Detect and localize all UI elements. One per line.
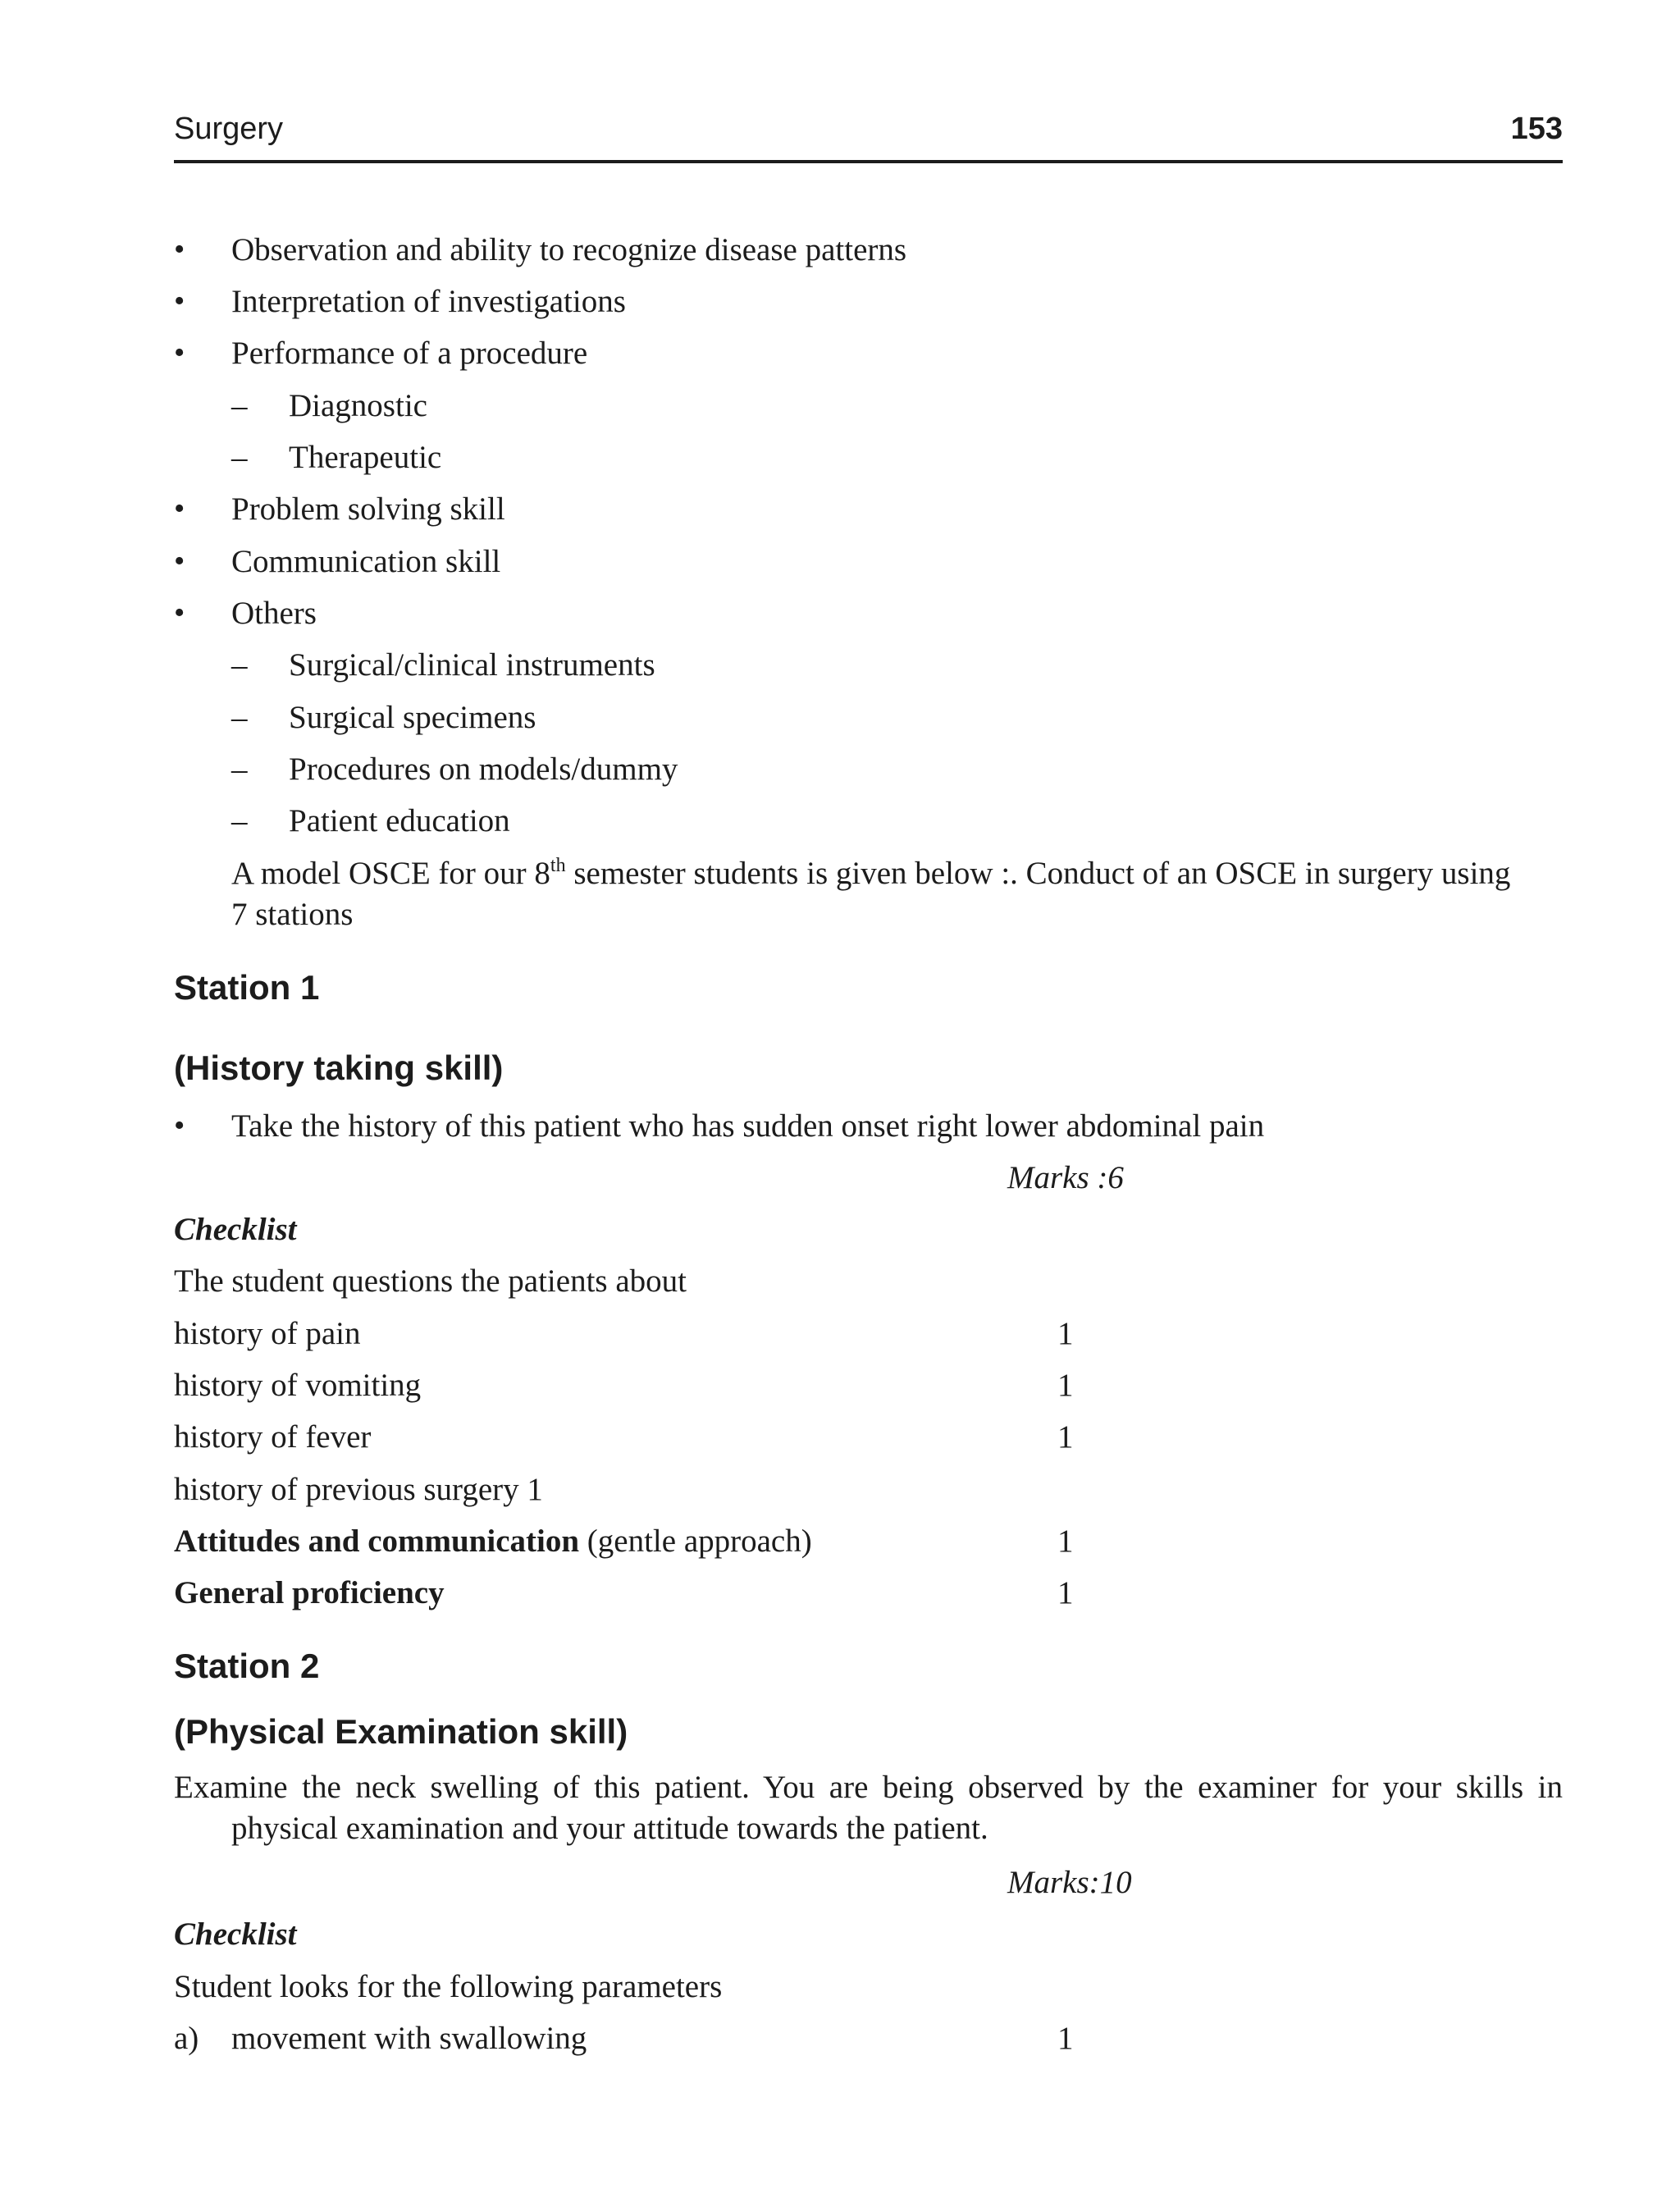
- checklist-score: 1: [1057, 1368, 1074, 1403]
- checklist-item: history of previous surgery 1: [174, 1472, 543, 1507]
- station2-subtitle: (Physical Examination skill): [174, 1712, 628, 1751]
- intro-paragraph-line2: 7 stations: [231, 897, 354, 932]
- bullet-marker: •: [174, 596, 185, 630]
- bullet-marker: •: [174, 232, 185, 267]
- checklist-score: 1: [1057, 1575, 1074, 1610]
- bullet-marker: •: [174, 284, 185, 318]
- station2-title: Station 2: [174, 1647, 320, 1685]
- bullet-marker: •: [174, 544, 185, 578]
- checklist-item: history of fever: [174, 1419, 372, 1455]
- page-number: 153: [1510, 112, 1563, 146]
- checklist-item: General proficiency: [174, 1575, 445, 1610]
- checklist-item: history of vomiting: [174, 1368, 422, 1403]
- bullet-marker: •: [174, 491, 185, 526]
- dash-marker: –: [231, 440, 248, 475]
- dash-marker: –: [231, 700, 248, 735]
- dash-marker: –: [231, 752, 248, 787]
- checklist-item: Attitudes and communication (gentle approach): [174, 1524, 812, 1559]
- dash-marker: –: [231, 647, 248, 683]
- checklist-item: history of pain: [174, 1316, 361, 1351]
- station2-task-line2: physical examination and your attitude towards the patient.: [231, 1811, 988, 1846]
- station1-title: Station 1: [174, 968, 320, 1007]
- checklist-score: 1: [1057, 2021, 1074, 2056]
- header-rule: [174, 160, 1563, 163]
- intro-paragraph-line1: A model OSCE for our 8th semester students is given below :. Conduct of an OSCE in surgery using: [231, 855, 1511, 891]
- dash-marker: –: [231, 803, 248, 838]
- running-header-title: Surgery: [174, 112, 284, 146]
- station1-marks: Marks :6: [1007, 1160, 1124, 1195]
- dash-marker: –: [231, 388, 248, 423]
- checklist-score: 1: [1057, 1316, 1074, 1351]
- bullet-marker: •: [174, 1108, 185, 1143]
- checklist-score: 1: [1057, 1419, 1074, 1455]
- checklist-score: 1: [1057, 1524, 1074, 1559]
- station2-marks: Marks:10: [1007, 1865, 1132, 1900]
- checklist-item-label: a): [174, 2021, 199, 2056]
- station1-subtitle: (History taking skill): [174, 1048, 504, 1087]
- bullet-marker: •: [174, 336, 185, 370]
- station1-checklist-label: Checklist: [174, 1212, 297, 1247]
- checklist-item: movement with swallowing: [231, 2021, 587, 2056]
- station2-task-line1: Examine the neck swelling of this patient. You are being observed by the examiner for your skills in: [174, 1770, 1563, 1805]
- station2-checklist-intro: Student looks for the following parameters: [174, 1969, 723, 2004]
- station2-checklist-label: Checklist: [174, 1916, 297, 1952]
- station1-checklist-intro: The student questions the patients about: [174, 1263, 687, 1299]
